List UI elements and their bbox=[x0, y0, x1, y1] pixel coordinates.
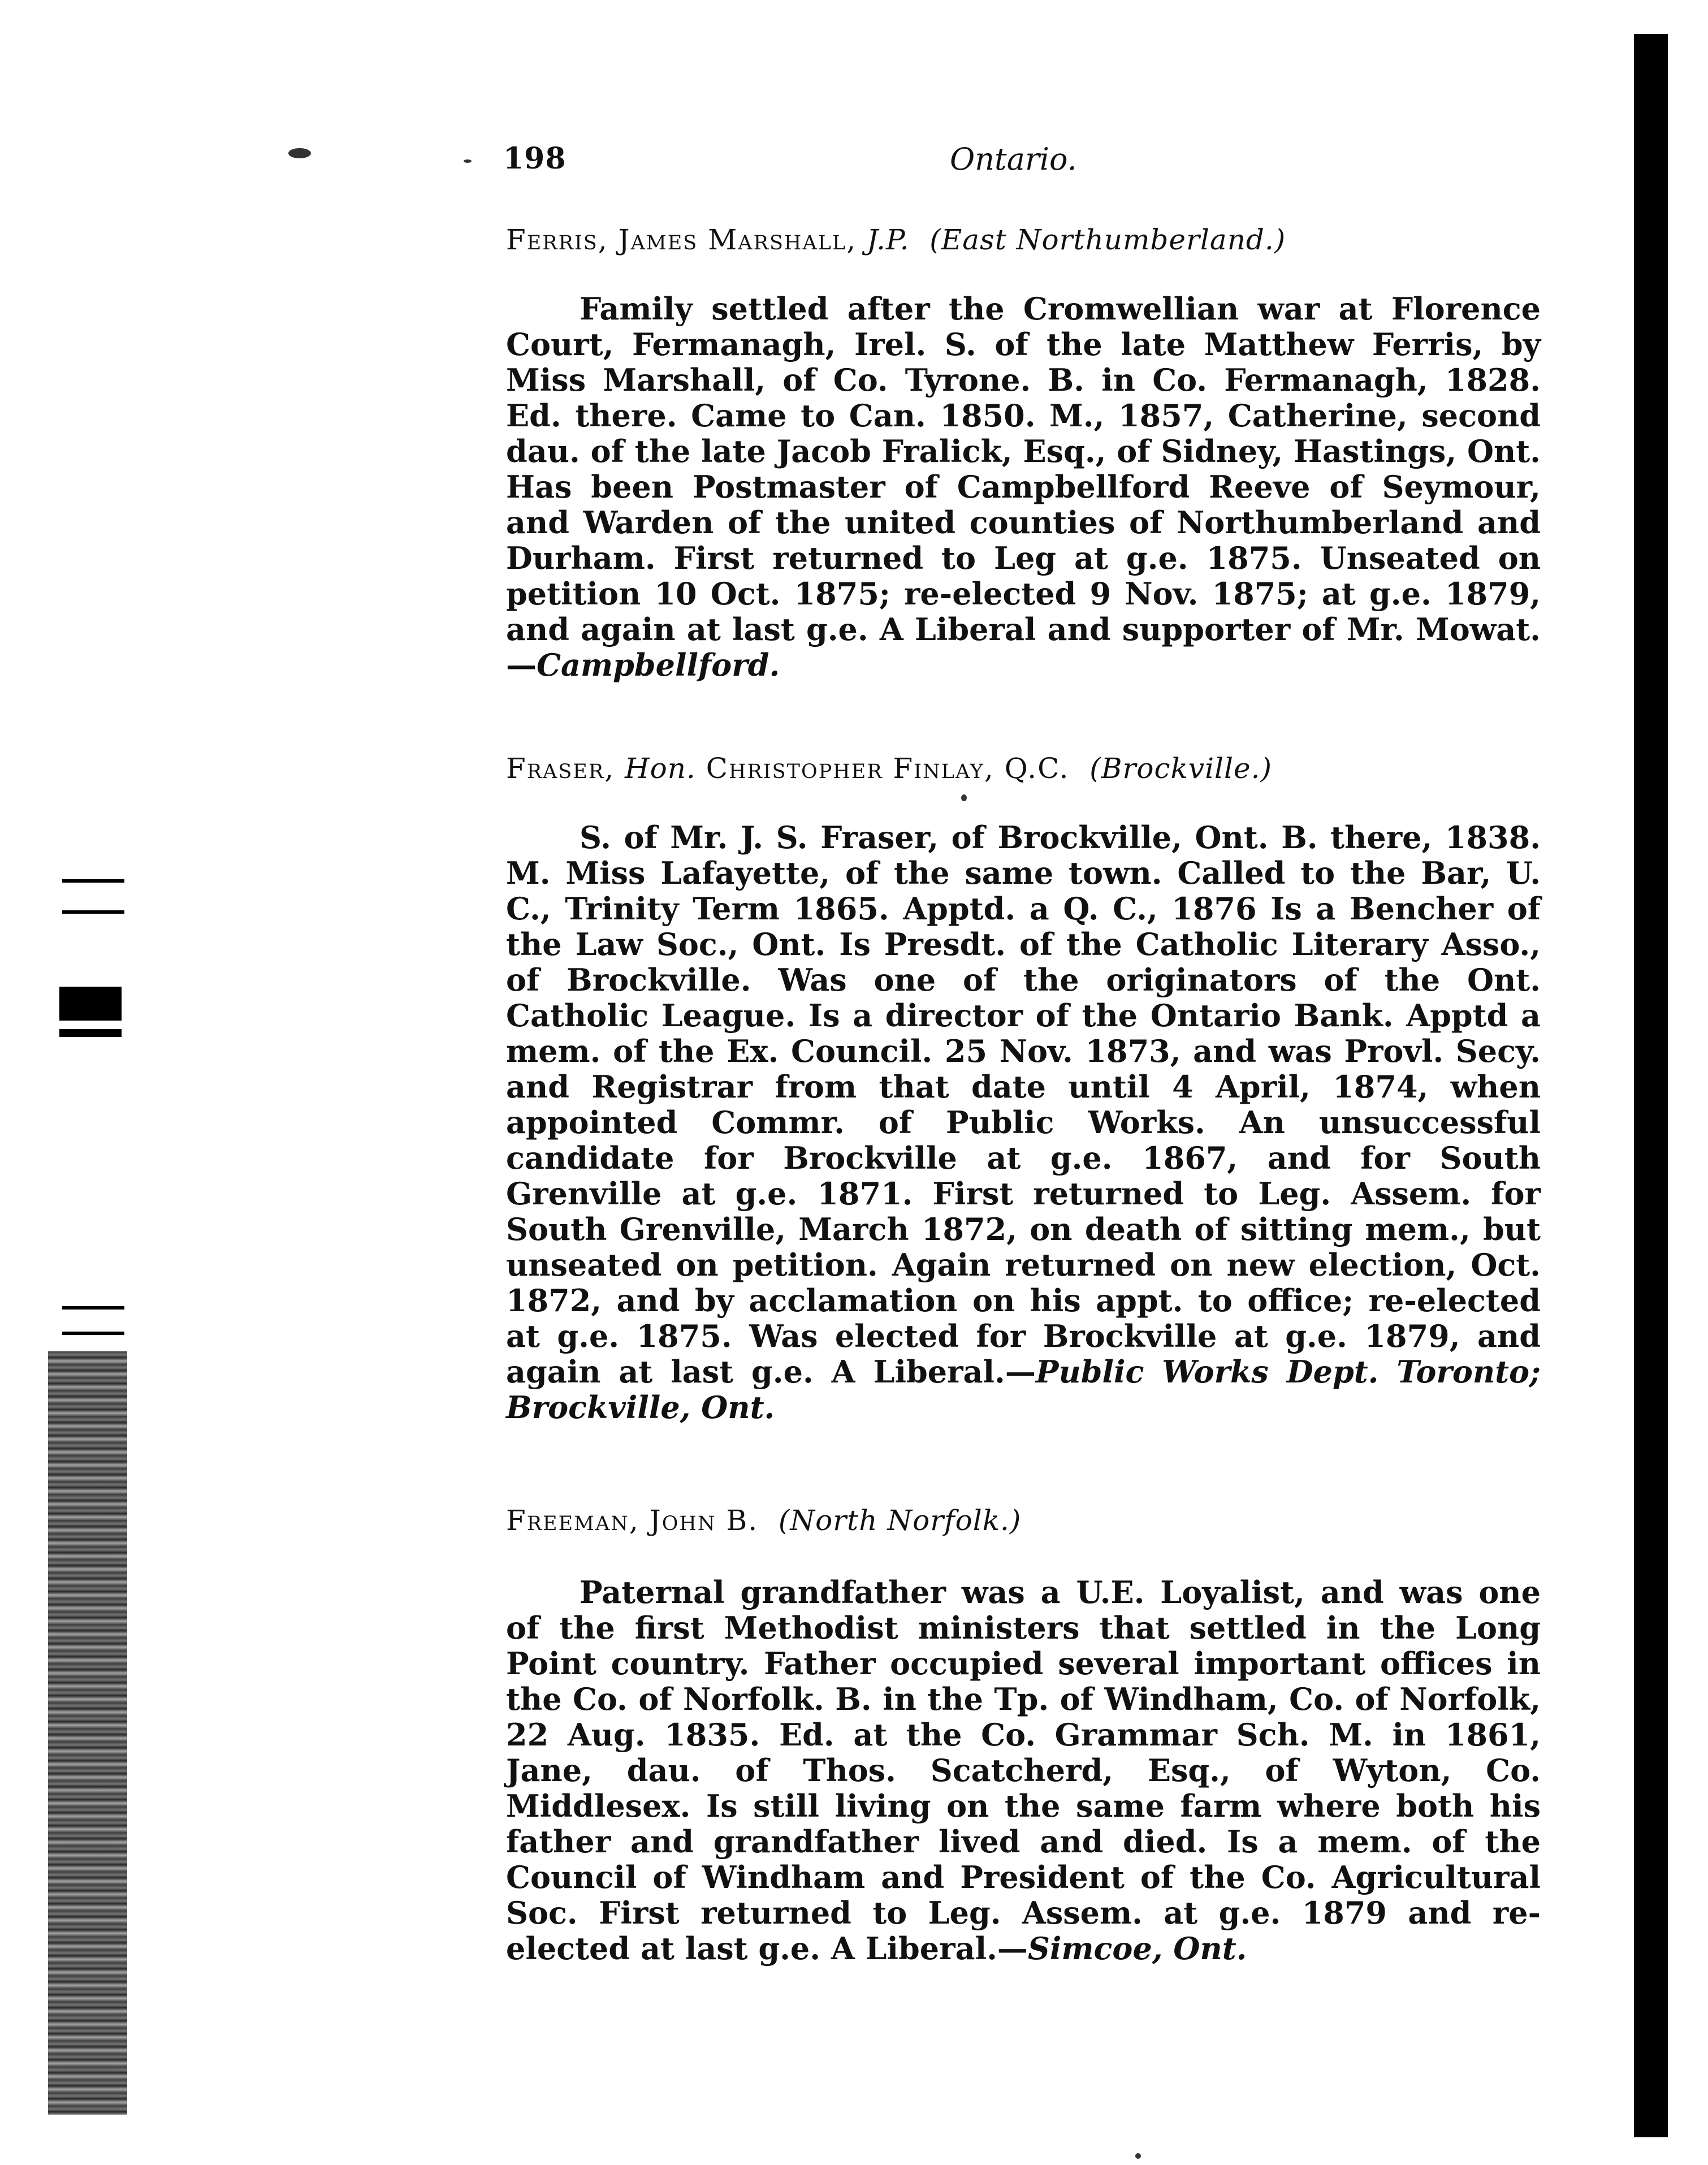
scan-edge-mark bbox=[62, 1306, 124, 1310]
entry-body-text: S. of Mr. J. S. Fraser, of Brockville, Ont. B. there, 1838. M. Miss Lafayette, of the same town. Called to the Bar, U. C., Trinity Term 1865. Apptd. a Q. C., 1876 Is a Bencher of the Law Soc., Ont. Is Presdt. of the Catholic Literary Asso., of Brockville. Was one of the originators of the Ont. Catholic League. Is a director of the Ontario Bank. Apptd a mem. of the Ex. Council. 25 Nov. 1873, and was Provl. Secy. and Registrar from that date until 4 April, 1874, when appointed Commr. of Public Works. An unsuccessful candidate for Brockville at g.e. 1867, and for South Grenville at g.e. 1871. First returned to Leg. Assem. for South Grenville, March 1872, on death of sitting mem., but unseated on petition. Again returned on new election, Oct. 1872, and by acclamation on his appt. to office; re-elected at g.e. 1875. Was elected for Brockville at g.e. 1879, and again at last g.e. A Liberal.— bbox=[506, 819, 1541, 1390]
entry-body bbox=[506, 820, 1541, 1425]
entry-heading bbox=[506, 1504, 1541, 1537]
scan-speck bbox=[961, 794, 967, 801]
running-head: Ontario. bbox=[950, 141, 1077, 177]
scan-edge-mark bbox=[59, 1029, 122, 1037]
scan-edge-mark bbox=[59, 987, 122, 1021]
page-number: 198 bbox=[503, 141, 567, 176]
entry-body-text: Family settled after the Cromwellian war at Florence Court, Fermanagh, Irel. S. of the late Matthew Ferris, by Miss Marshall, of Co. Tyrone. B. in Co. Fermanagh, 1828. Ed. there. Came to Can. 1850. M., 1857, Catherine, second dau. of the late Jacob Fralick, Esq., of Sidney, Hastings, Ont. Has been Postmaster of Campbellford Reeve of Seymour, and Warden of the united counties of Northumberland and Durham. First returned to Leg at g.e. 1875. Unseated on petition 10 Oct. 1875; re-elected 9 Nov. 1875; at g.e. 1879, and again at last g.e. A Liberal and supporter of Mr. Mowat.— bbox=[506, 291, 1541, 683]
scan-speck bbox=[1135, 2153, 1141, 2159]
entry-title-suffix: J.P. bbox=[867, 223, 910, 256]
entry-name-rest: Christopher Finlay, Q.C. bbox=[706, 752, 1070, 785]
scan-speck bbox=[288, 148, 311, 158]
entry-name: Fraser, bbox=[506, 752, 615, 785]
entry-riding: (East Northumberland.) bbox=[929, 223, 1286, 256]
scan-edge-mark bbox=[62, 910, 124, 914]
entry-address: Campbellford. bbox=[537, 647, 780, 683]
entry-riding: (Brockville.) bbox=[1089, 752, 1273, 785]
scan-edge-mark bbox=[62, 879, 124, 883]
entry-heading bbox=[506, 223, 1541, 256]
scan-edge-bar bbox=[1634, 34, 1668, 2137]
entry-address: Public Works Dept. Toronto; Brockville, Ont. bbox=[506, 1354, 1541, 1425]
entry-address: Simcoe, Ont. bbox=[1027, 1930, 1247, 1967]
entry-heading bbox=[506, 752, 1541, 785]
entry-riding: (North Norfolk.) bbox=[778, 1504, 1022, 1537]
entry-honorific: Hon. bbox=[625, 752, 696, 785]
scan-edge-noise bbox=[48, 1351, 127, 2115]
entry-name: Freeman, John B. bbox=[506, 1504, 759, 1537]
scan-edge-mark bbox=[62, 1332, 124, 1335]
entry-body-text: Paternal grandfather was a U.E. Loyalist, and was one of the first Methodist ministers that settled in the Long Point country. Father occupied several important offices in the Co. of Norfolk. B. in the Tp. of Windham, Co. of Norfolk, 22 Aug. 1835. Ed. at the Co. Grammar Sch. M. in 1861, Jane, dau. of Thos. Scatcherd, Esq., of Wyton, Co. Middlesex. Is still living on the same farm where both his father and grandfather lived and died. Is a mem. of the Council of Windham and President of the Co. Agricultural Soc. First returned to Leg. Assem. at g.e. 1879 and re-elected at last g.e. A Liberal.— bbox=[506, 1574, 1541, 1967]
entry-name: Ferris, James Marshall, bbox=[506, 223, 857, 256]
entry-body bbox=[506, 1575, 1541, 1967]
scan-speck bbox=[464, 159, 472, 163]
entry-body bbox=[506, 291, 1541, 683]
